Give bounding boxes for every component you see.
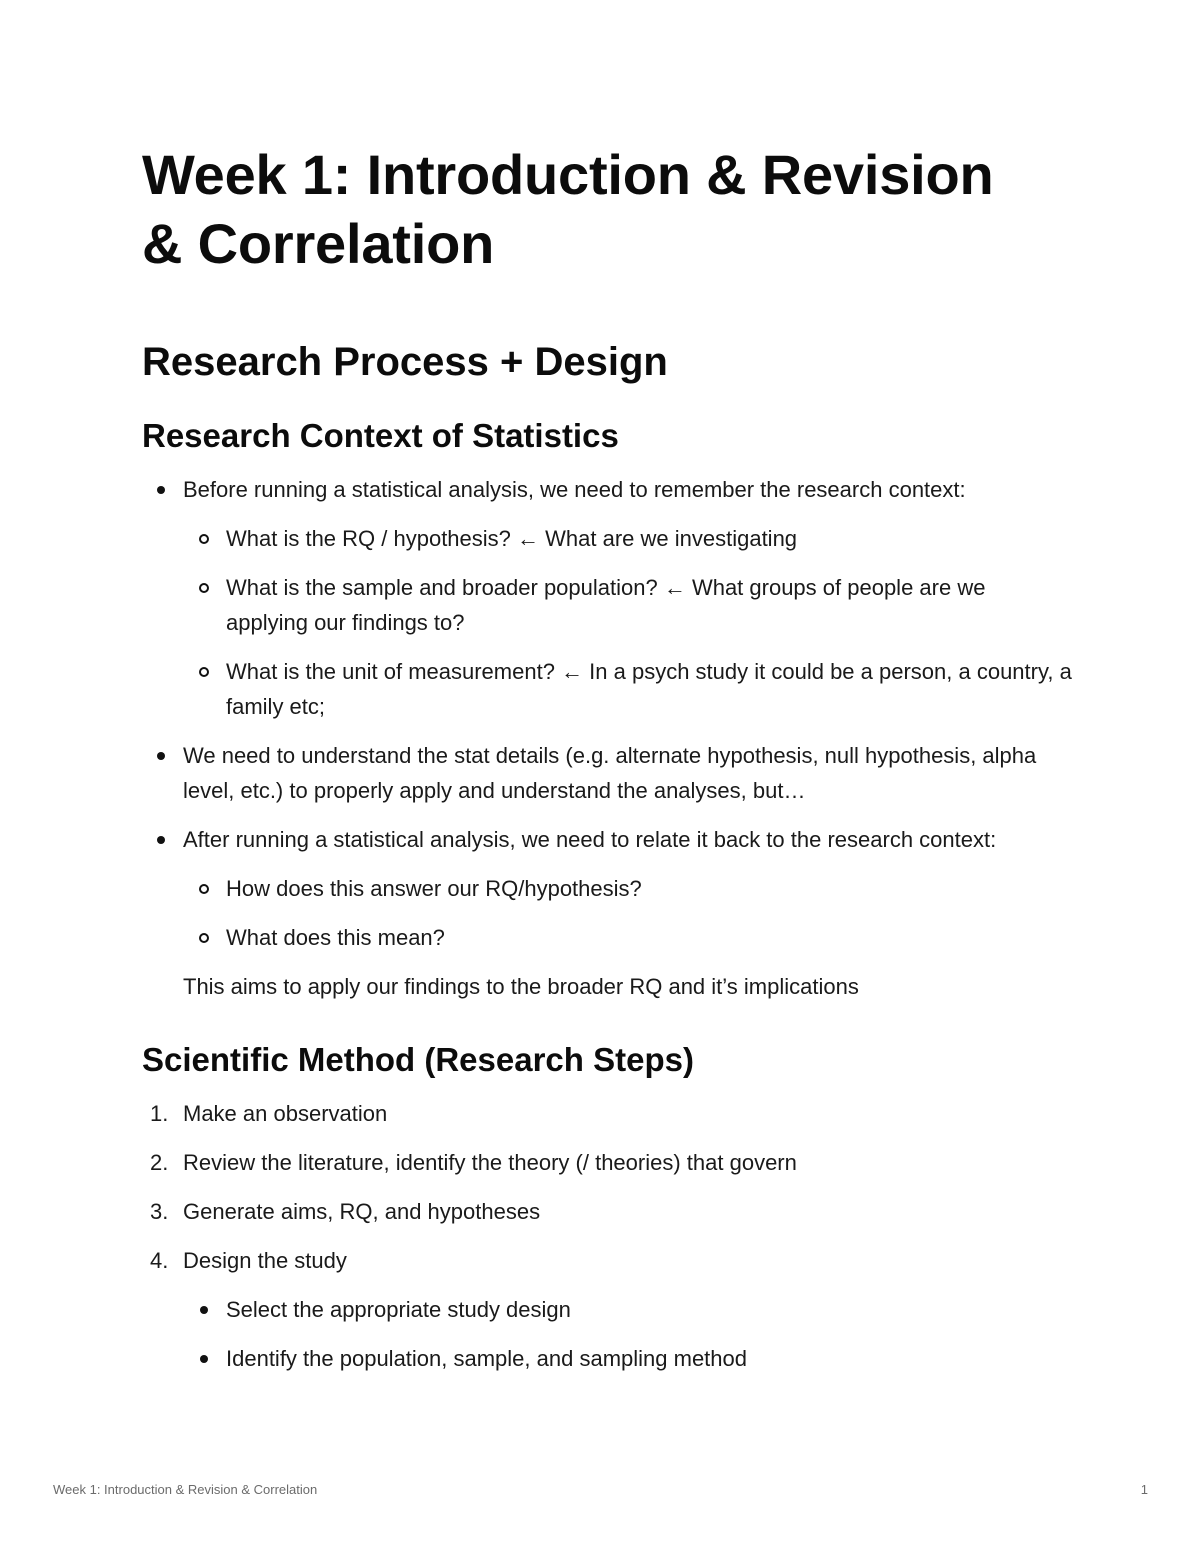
sub-list-item [183, 871, 1072, 906]
subsection-heading-scientific-method: Scientific Method (Research Steps) [142, 1041, 694, 1078]
bullet-circle-icon [199, 667, 209, 677]
document-content [142, 140, 1072, 1376]
bullet-disc-icon [200, 1306, 208, 1314]
bullet-disc-icon [157, 836, 165, 844]
step-item [142, 1145, 1072, 1180]
research-context-list [142, 472, 1072, 955]
sub-list [183, 1292, 1072, 1376]
bullet-disc-icon [200, 1355, 208, 1363]
sub-list-item-text: What is the sample and broader population? ← What groups of people are we applying our findings to? [226, 575, 986, 635]
list-item-text: We need to understand the stat details (e.g. alternate hypothesis, null hypothesis, alpha level, etc.) to properly apply and understand the analyses, but… [183, 743, 1037, 803]
sub-list-item-text: What is the RQ / hypothesis? ← What are we investigating [226, 526, 798, 551]
step-number: 1. [150, 1101, 169, 1126]
list-item [142, 472, 1072, 724]
bullet-disc-icon [157, 486, 165, 494]
step-item [142, 1243, 1072, 1376]
sub-list-item-text: Identify the population, sample, and sampling method [226, 1346, 747, 1371]
step-text: Make an observation [183, 1101, 388, 1126]
bullet-disc-icon [157, 752, 165, 760]
step-text: Design the study [183, 1248, 347, 1273]
sub-list-item [183, 570, 1072, 640]
scientific-method-steps [142, 1096, 1072, 1376]
subsection-heading-research-context: Research Context of Statistics [142, 417, 619, 454]
step-text: Generate aims, RQ, and hypotheses [183, 1199, 541, 1224]
sub-list-item-text: What does this mean? [226, 925, 445, 950]
sub-list [183, 521, 1072, 724]
step-text: Review the literature, identify the theory (/ theories) that govern [183, 1150, 797, 1175]
sub-list-item [183, 654, 1072, 724]
sub-list-item-text: Select the appropriate study design [226, 1297, 571, 1322]
bullet-circle-icon [199, 884, 209, 894]
sub-list-item [183, 521, 1072, 556]
sub-list-item-text: How does this answer our RQ/hypothesis? [226, 876, 642, 901]
list-item-text: After running a statistical analysis, we need to relate it back to the research context: [183, 827, 997, 852]
page-title-line-1: Week 1: Introduction & Revision [142, 143, 994, 206]
sub-list-item [183, 920, 1072, 955]
page-title [142, 140, 1072, 278]
research-context-note: This aims to apply our findings to the broader RQ and it’s implications [183, 974, 859, 999]
section-heading-research-process: Research Process + Design [142, 340, 668, 384]
bullet-circle-icon [199, 583, 209, 593]
list-item [142, 822, 1072, 955]
step-number: 2. [150, 1150, 169, 1175]
list-item [142, 738, 1072, 808]
sub-list [183, 871, 1072, 955]
step-number: 3. [150, 1199, 169, 1224]
step-item [142, 1194, 1072, 1229]
sub-list-item [183, 1341, 1072, 1376]
page-number: 1 [1140, 1482, 1148, 1497]
sub-list-item-text: What is the unit of measurement? ← In a psych study it could be a person, a country, a family etc; [226, 659, 1072, 719]
footer-title: Week 1: Introduction & Revision & Correlation [53, 1482, 318, 1497]
bullet-circle-icon [199, 933, 209, 943]
step-item [142, 1096, 1072, 1131]
sub-list-item [183, 1292, 1072, 1327]
page-title-line-2: & Correlation [142, 212, 495, 275]
bullet-circle-icon [199, 534, 209, 544]
step-number: 4. [150, 1248, 169, 1273]
list-item-text: Before running a statistical analysis, we need to remember the research context: [183, 477, 966, 502]
